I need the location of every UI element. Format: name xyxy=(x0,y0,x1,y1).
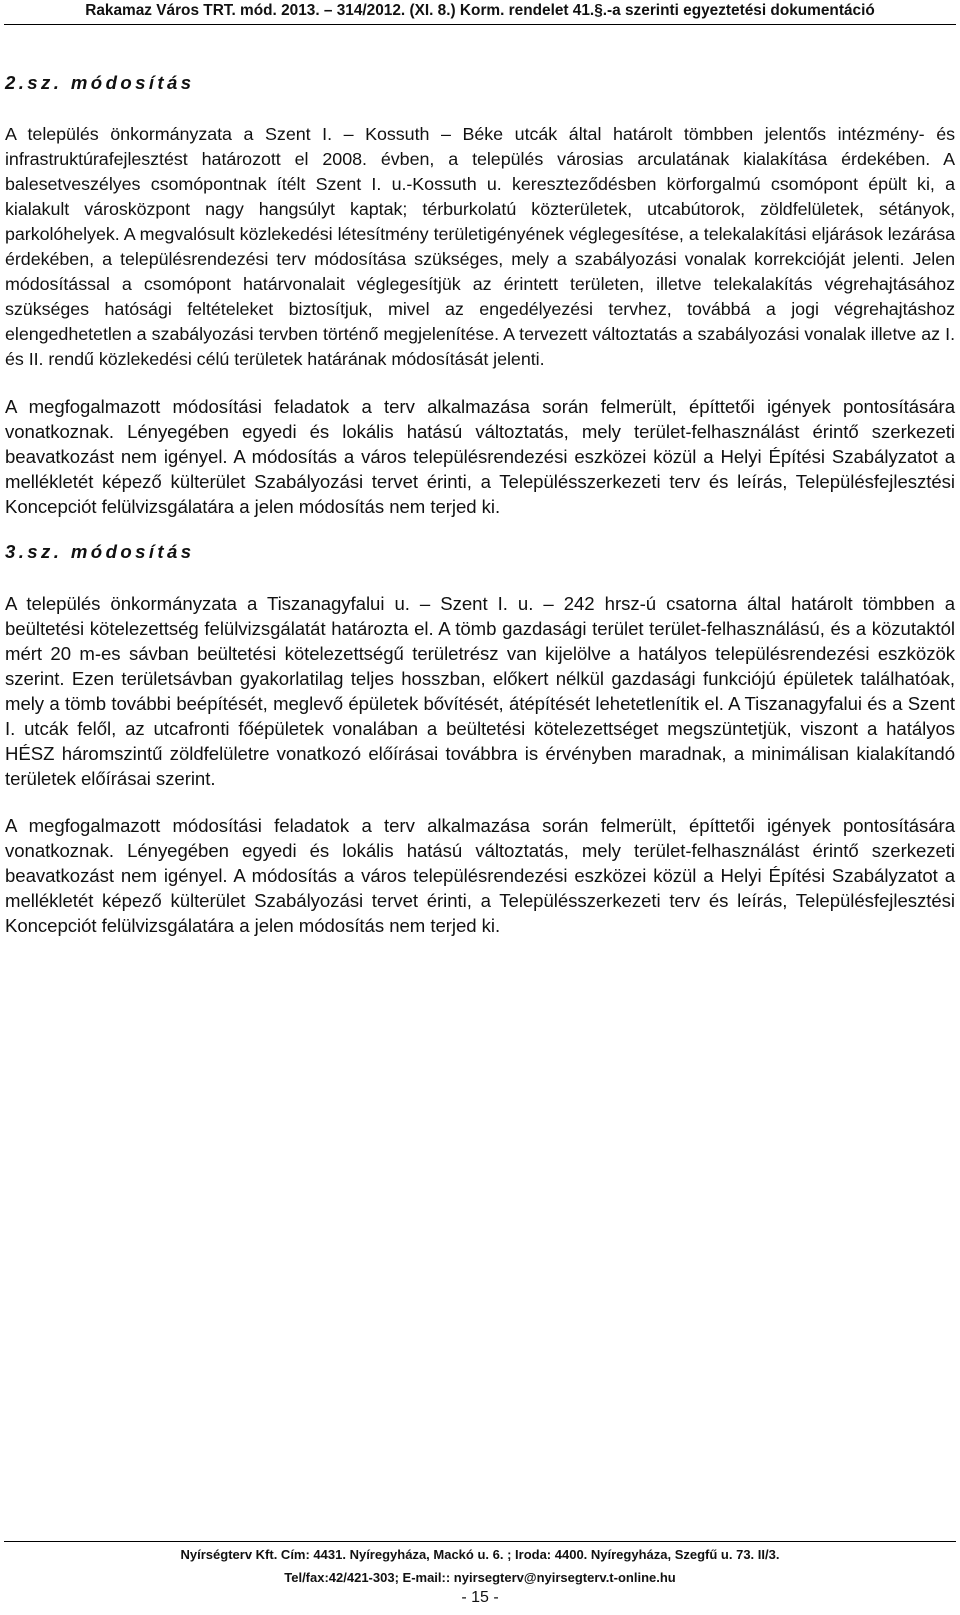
section-2-paragraph-1: A település önkormányzata a Szent I. – Kossuth – Béke utcák által határolt tömbben jelentős intézmény- és infrastruktúrafejlesztést határozott el 2008. évben, a település városias arculatának kialakítása érdekében. A balesetveszélyes csomópontnak ítélt Szent I. u.-Kossuth u. kereszteződésben körforgalmú csomópont épült ki, a kialakult városközpont nagy hangsúlyt kaptak; térburkolatú közterületek, utcabútorok, zöldfelületek, sétányok, parkolóhelyek. A megvalósult közlekedési létesítmény területigényének véglegesítése, a telekalakítási eljárások lezárása érdekében, a településrendezési terv módosítása szükséges, mely a szabályozási vonalak korrekcióját jelenti. Jelen módosítással a csomópont határvonalait véglegesítjük az érintett területen, illetve telekalakítás végrehajtásához szükséges hatósági feltételeket biztosítjuk, mivel az engedélyezési tervhez, továbbá a jogi végrehajtáshoz elengedhetetlen a szabályozási tervben történő megjelenítése. A tervezett változtatás a szabályozási vonalak illetve az I. és II. rendű közlekedési célú területek határának módosítását jelenti. xyxy=(5,124,955,369)
footer-address: Nyírségterv Kft. Cím: 4431. Nyíregyháza, Mackó u. 6. ; Iroda: 4400. Nyíregyháza, Szegfű u. 73. II/3. xyxy=(180,1547,780,1562)
section-3-paragraph-1: A település önkormányzata a Tiszanagyfalui u. – Szent I. u. – 242 hrsz-ú csatorna által határolt tömbben a beültetési kötelezettség felülvizsgálatát határozta el. A tömb gazdasági terület terület-felhasználású, és a közutaktól mért 20 m-es sávban beültetési kötelezettségű területrész van kijelölve a hatályos településrendezési eszközök szerint. Ezen területsávban gyakorlatilag teljes hosszban, előkert nélkül gazdasági funkciójú épületek találhatóak, mely a tömb további beépítését, meglevő épületek bővítését, átépítését lehetetlenítik el. A Tiszanagyfalui és a Szent I. utcák felől, az utcafronti főépületek vonalában a beültetési kötelezettséget megszüntetjük, viszont a hatályos HÉSZ háromszintű zöldfelületre vonatkozó előírásai továbbra is érvényben maradnak, a minimálisan kialakítandó területek előírásai szerint. xyxy=(5,593,955,789)
footer-contact: Tel/fax:42/421-303; E-mail:: nyirsegterv@nyirsegterv.t-online.hu xyxy=(284,1570,676,1585)
section-heading-3: 3.sz. módosítás xyxy=(5,541,195,562)
document-body xyxy=(5,56,955,960)
section-2-paragraph-2: A megfogalmazott módosítási feladatok a terv alkalmazása során felmerült, építtetői igények pontosítására vonatkoznak. Lényegében egyedi és lokális hatású változtatás, mely terület-felhasználást érintő szerkezeti beavatkozást nem igényel. A módosítás a város településrendezési eszközei közül a Helyi Építési Szabályzatot a mellékletét képező külterület Szabályozási tervet érinti, a Településszerkezeti terv és leírás, Településfejlesztési Koncepciót felülvizsgálatára a jelen módosítás nem terjed ki. xyxy=(5,396,955,517)
running-header: Rakamaz Város TRT. mód. 2013. – 314/2012. (XI. 8.) Korm. rendelet 41.§.-a szerinti egyeztetési dokumentáció xyxy=(4,0,956,25)
section-3-paragraph-2: A megfogalmazott módosítási feladatok a terv alkalmazása során felmerült, építtetői igények pontosítására vonatkoznak. Lényegében egyedi és lokális hatású változtatás, mely terület-felhasználást érintő szerkezeti beavatkozást nem igényel. A módosítás a város településrendezési eszközei közül a Helyi Építési Szabályzatot a mellékletét képező külterület Szabályozási tervet érinti, a Településszerkezeti terv és leírás, Településfejlesztési Koncepciót felülvizsgálatára a jelen módosítás nem terjed ki. xyxy=(5,815,955,936)
footer-divider xyxy=(4,1541,956,1542)
page-number: - 15 - xyxy=(461,1589,499,1606)
section-heading-2: 2.sz. módosítás xyxy=(5,72,195,93)
page-footer xyxy=(0,1543,960,1589)
